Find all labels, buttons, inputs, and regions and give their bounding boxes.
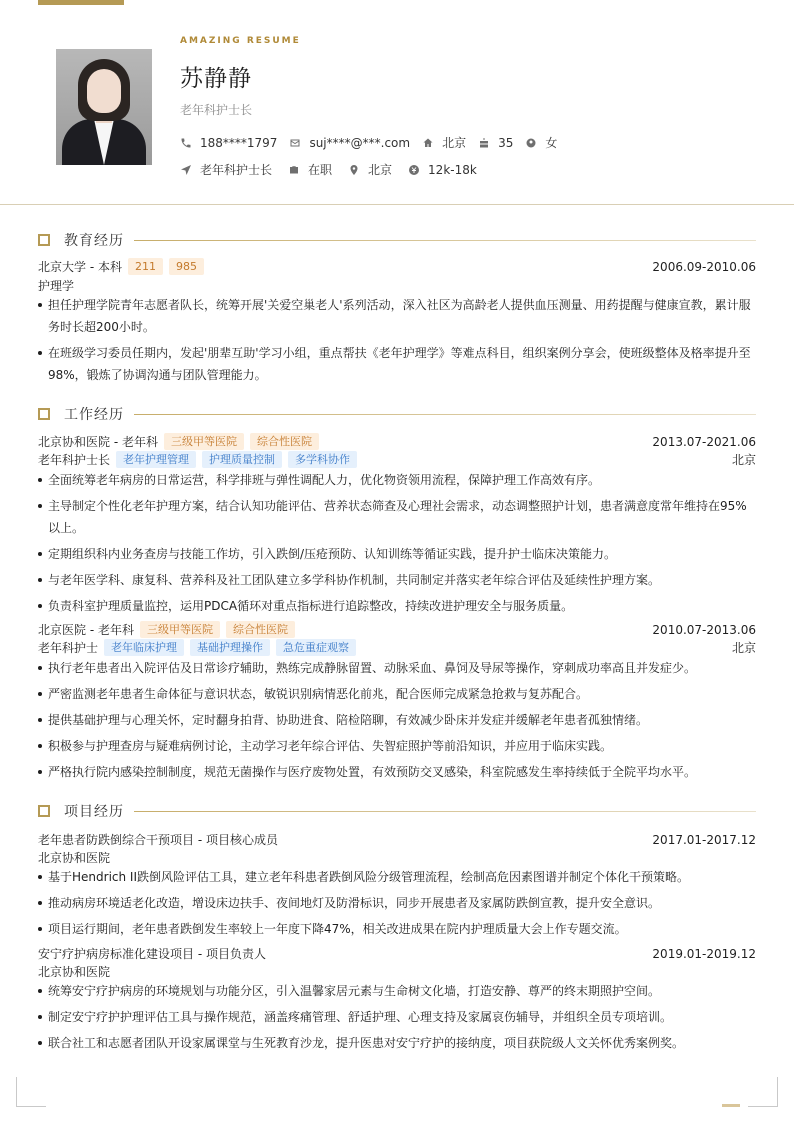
project-org-row xyxy=(38,963,756,980)
work-date: 2013.07-2021.06 xyxy=(652,434,756,449)
work-bullets xyxy=(38,657,756,787)
education-section-header xyxy=(38,230,756,250)
skill-tag: 多学科协作 xyxy=(288,451,357,468)
resume-header xyxy=(0,0,794,205)
project-org: 北京协和医院 xyxy=(38,965,111,979)
list-item: 全面统筹老年病房的日常运营，科学排班与弹性调配人力，优化物资领用流程，保障护理工作高效有序。 xyxy=(38,469,756,491)
list-item: 与老年医学科、康复科、营养科及社工团队建立多学科协作机制，共同制定并落实老年综合评估及延续性护理方案。 xyxy=(38,569,756,591)
target-position-text: 老年科护士长 xyxy=(200,163,273,177)
work-section-header xyxy=(38,404,756,424)
list-item: 执行老年患者出入院评估及日常诊疗辅助，熟练完成静脉留置、动脉采血、鼻饲及导尿等操作，穿刺成功率高且并发症少。 xyxy=(38,657,756,679)
salary-info xyxy=(408,163,477,177)
employer-tag: 综合性医院 xyxy=(226,621,295,638)
section-marker-icon xyxy=(38,408,50,420)
list-item: 负责科室护理质量监控，运用PDCA循环对重点指标进行追踪整改，持续改进护理安全与服务质量。 xyxy=(38,595,756,617)
section-divider xyxy=(134,811,756,812)
send-icon xyxy=(180,164,192,176)
list-item: 制定安宁疗护护理评估工具与操作规范，涵盖疼痛管理、舒适护理、心理支持及家属哀伤辅导，并组织全员专项培训。 xyxy=(38,1006,756,1028)
list-item: 基于Hendrich II跌倒风险评估工具，建立老年科患者跌倒风险分级管理流程，绘制高危因素图谱并制定个体化干预策略。 xyxy=(38,866,756,888)
section-marker-icon xyxy=(38,805,50,817)
email-info xyxy=(289,136,410,150)
list-item: 在班级学习委员任期内，发起'朋辈互助'学习小组，重点帮扶《老年护理学》等难点科目，组织案例分享会，使班级整体及格率提升至98%，锻炼了协调沟通与团队管理能力。 xyxy=(38,342,756,386)
education-date: 2006.09-2010.06 xyxy=(652,259,756,274)
page-corner-mark xyxy=(748,1077,778,1107)
employer-tag: 综合性医院 xyxy=(250,433,319,450)
education-bullets xyxy=(38,294,756,390)
work-entry-header xyxy=(38,621,756,638)
list-item: 积极参与护理查房与疑难病例讨论，主动学习老年综合评估、失智症照护等前沿知识，并应用于临床实践。 xyxy=(38,735,756,757)
list-item: 联合社工和志愿者团队开设家属课堂与生死教育沙龙，提升医患对安宁疗护的接纳度，项目获院级人文关怀优秀案例奖。 xyxy=(38,1032,756,1054)
phone-text: 188****1797 xyxy=(200,135,278,150)
project-entry-header xyxy=(38,831,756,848)
candidate-title: 老年科护士长 xyxy=(180,103,253,117)
section-title: 项目经历 xyxy=(64,804,124,820)
employer-dept: 北京协和医院 - 老年科 xyxy=(38,435,158,449)
skill-tag: 急危重症观察 xyxy=(276,639,356,656)
profile-photo xyxy=(56,49,152,165)
school-degree: 北京大学 - 本科 xyxy=(38,260,122,274)
page-corner-mark xyxy=(16,1077,46,1107)
work-role-row xyxy=(38,639,756,656)
gender-text: 女 xyxy=(545,136,558,150)
section-marker-icon xyxy=(38,234,50,246)
section-divider xyxy=(134,414,756,415)
project-bullets xyxy=(38,980,756,1058)
school-tag: 211 xyxy=(128,258,163,275)
target-city-text: 北京 xyxy=(368,163,393,177)
status-text: 在职 xyxy=(308,163,333,177)
cake-icon xyxy=(478,137,490,149)
major: 护理学 xyxy=(38,279,75,293)
job-role: 老年科护士长 xyxy=(38,453,111,467)
phone-icon xyxy=(180,137,192,149)
skill-tag: 老年临床护理 xyxy=(104,639,184,656)
project-bullets xyxy=(38,866,756,944)
project-date: 2017.01-2017.12 xyxy=(652,832,756,847)
employer-tag: 三级甲等医院 xyxy=(140,621,220,638)
employer-dept: 北京医院 - 老年科 xyxy=(38,623,134,637)
project-org: 北京协和医院 xyxy=(38,851,111,865)
education-major-row xyxy=(38,277,756,294)
resume-tagline: AMAZING RESUME xyxy=(180,36,301,46)
location-icon xyxy=(348,164,360,176)
work-location: 北京 xyxy=(731,453,756,467)
target-position-info xyxy=(180,161,272,178)
candidate-name: 苏静静 xyxy=(180,66,252,92)
skill-tag: 老年护理管理 xyxy=(116,451,196,468)
list-item: 项目运行期间，老年患者跌倒发生率较上一年度下降47%，相关改进成果在院内护理质量大会上作专题交流。 xyxy=(38,918,756,940)
work-bullets xyxy=(38,469,756,621)
list-item: 统筹安宁疗护病房的环境规划与功能分区，引入温馨家居元素与生命树文化墙，打造安静、尊严的终末期照护空间。 xyxy=(38,980,756,1002)
employer-tag: 三级甲等医院 xyxy=(164,433,244,450)
age-text: 35 xyxy=(498,135,514,150)
project-name: 老年患者防跌倒综合干预项目 - 项目核心成员 xyxy=(38,833,278,847)
work-entry-header xyxy=(38,433,756,450)
project-name: 安宁疗护病房标准化建设项目 - 项目负责人 xyxy=(38,947,266,961)
target-city-info xyxy=(348,161,392,178)
phone-info xyxy=(180,136,277,150)
list-item: 主导制定个性化老年护理方案，结合认知功能评估、营养状态筛查及心理社会需求，动态调整照护计划，患者满意度常年维持在95%以上。 xyxy=(38,495,756,539)
residence-text: 北京 xyxy=(442,136,467,150)
gender-icon xyxy=(525,137,537,149)
job-info-row xyxy=(180,161,489,178)
list-item: 推动病房环境适老化改造，增设床边扶手、夜间地灯及防滑标识，同步开展患者及家属防跌倒宣教，提升安全意识。 xyxy=(38,892,756,914)
school-tag: 985 xyxy=(169,258,204,275)
project-date: 2019.01-2019.12 xyxy=(652,946,756,961)
briefcase-icon xyxy=(288,164,300,176)
contact-info-row xyxy=(180,134,569,151)
project-org-row xyxy=(38,849,756,866)
skill-tag: 护理质量控制 xyxy=(202,451,282,468)
residence-info xyxy=(422,134,466,151)
work-location: 北京 xyxy=(731,641,756,655)
email-text: suj****@***.com xyxy=(309,135,411,150)
home-icon xyxy=(422,137,434,149)
footer-accent-mark xyxy=(722,1104,740,1107)
work-date: 2010.07-2013.06 xyxy=(652,622,756,637)
age-info xyxy=(478,136,513,150)
projects-section-header xyxy=(38,801,756,821)
status-info xyxy=(288,161,332,178)
list-item: 严格执行院内感染控制制度，规范无菌操作与医疗废物处置，有效预防交叉感染，科室院感发生率持续低于全院平均水平。 xyxy=(38,761,756,783)
list-item: 提供基础护理与心理关怀，定时翻身拍背、协助进食、陪检陪聊，有效减少卧床并发症并缓解老年患者孤独情绪。 xyxy=(38,709,756,731)
list-item: 严密监测老年患者生命体征与意识状态，敏锐识别病情恶化前兆，配合医师完成紧急抢救与复苏配合。 xyxy=(38,683,756,705)
education-entry-header xyxy=(38,258,756,275)
work-role-row xyxy=(38,451,756,468)
mail-icon xyxy=(289,137,301,149)
gender-info xyxy=(525,134,557,151)
section-divider xyxy=(134,240,756,241)
section-title: 教育经历 xyxy=(64,233,124,249)
money-icon xyxy=(408,164,420,176)
skill-tag: 基础护理操作 xyxy=(190,639,270,656)
list-item: 担任护理学院青年志愿者队长，统筹开展'关爱空巢老人'系列活动，深入社区为高龄老人提供血压测量、用药提醒与健康宣教，累计服务时长超200小时。 xyxy=(38,294,756,338)
project-entry-header xyxy=(38,945,756,962)
job-role: 老年科护士 xyxy=(38,641,99,655)
list-item: 定期组织科内业务查房与技能工作坊，引入跌倒/压疮预防、认知训练等循证实践，提升护士临床决策能力。 xyxy=(38,543,756,565)
section-title: 工作经历 xyxy=(64,407,124,423)
salary-text: 12k-18k xyxy=(428,162,477,177)
